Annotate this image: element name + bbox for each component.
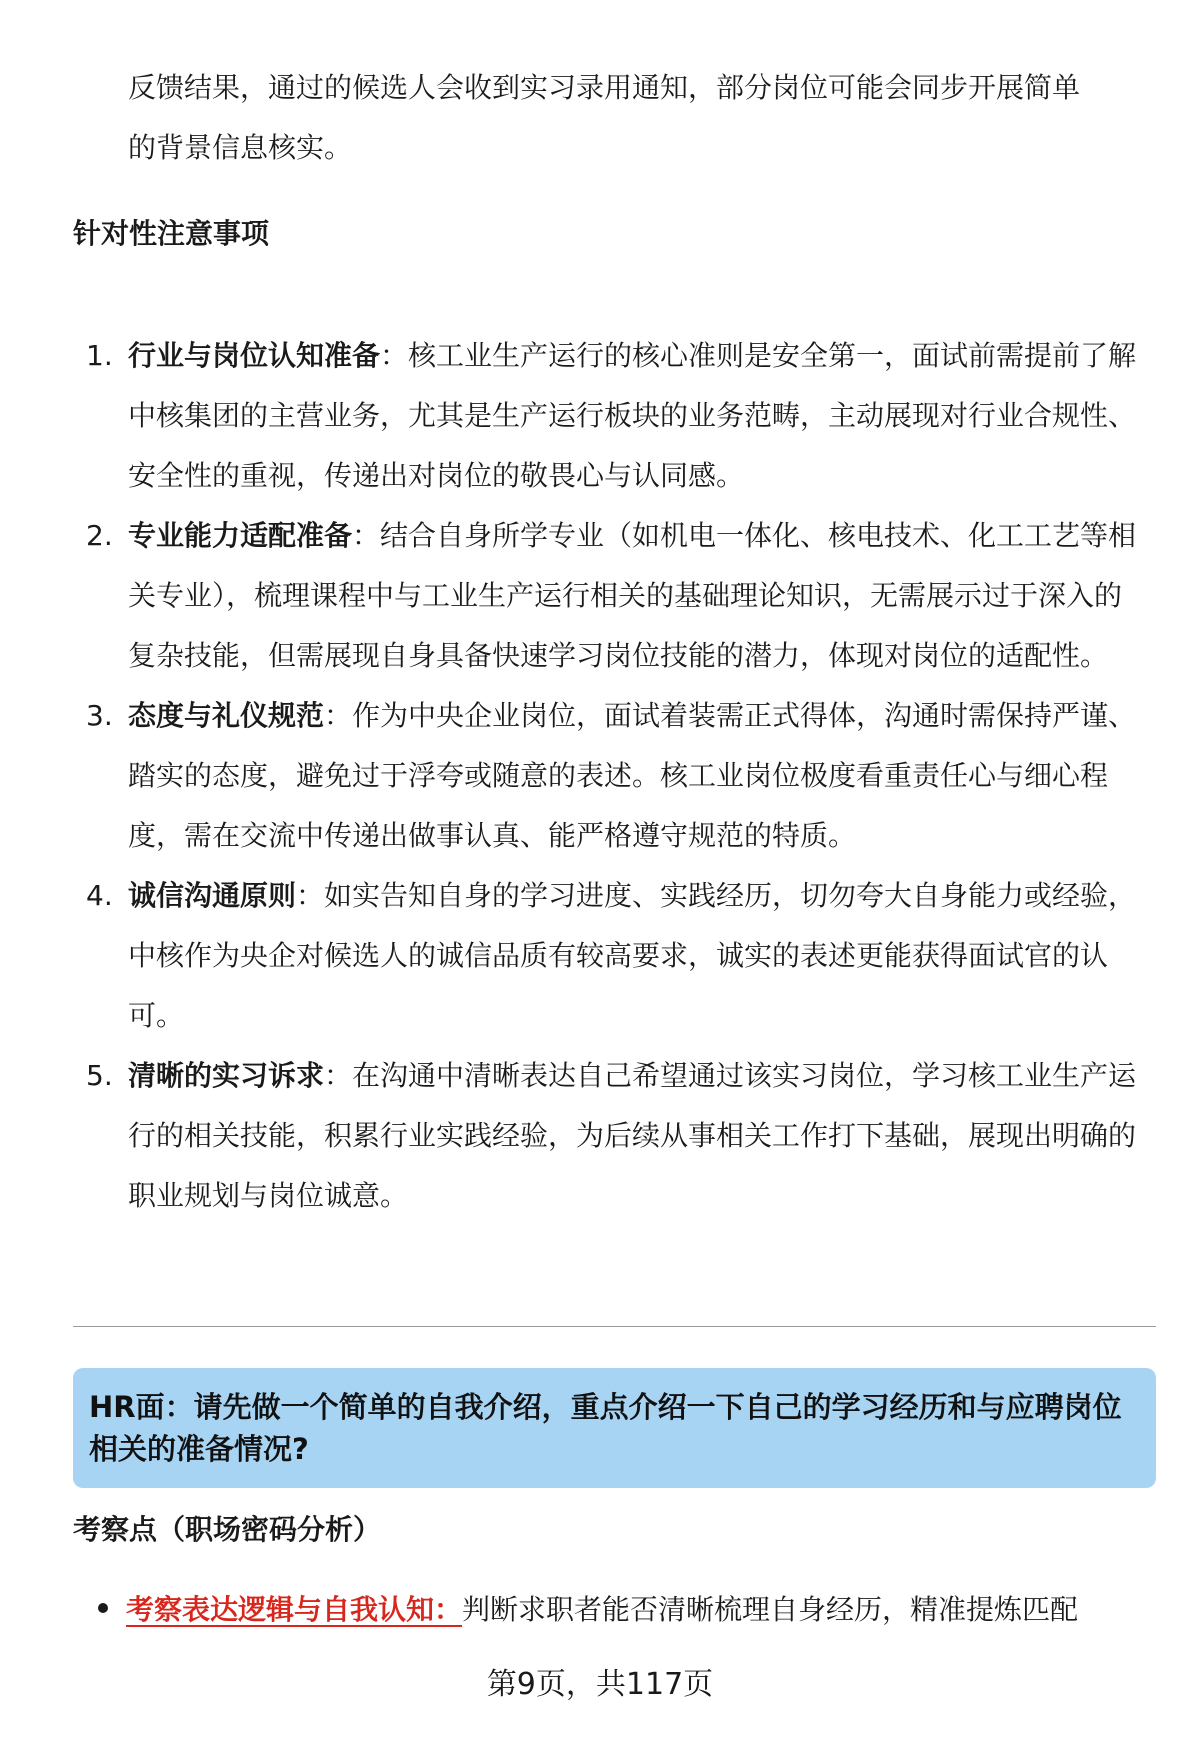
intro-paragraph — [128, 58, 1140, 178]
note-item-2 — [86, 506, 1140, 686]
page-footer: 第9页，共117页 — [486, 1667, 714, 1702]
note-number: 4. — [86, 879, 113, 912]
note-number: 5. — [86, 1059, 113, 1092]
note-body: ：结合自身所学专业（如机电一体化、核电技术、化工工艺等相关专业），梳理课程中与工业生产运行相关的基础理论知识，无需展示过于深入的复杂技能，但需展现自身具备快速学习岗位技能的潜力，体现对岗位的适配性。 — [128, 519, 1137, 672]
hr-question-text: HR面：请先做一个简单的自我介绍，重点介绍一下自己的学习经历和与应聘岗位相关的准备情况? — [89, 1390, 1122, 1466]
analysis-bullet — [98, 1580, 1158, 1640]
analysis-heading: 考察点（职场密码分析） — [73, 1513, 382, 1546]
note-item-5 — [86, 1046, 1140, 1226]
section-heading: 针对性注意事项 — [73, 217, 270, 250]
note-item-1 — [86, 326, 1140, 506]
note-body: ：核工业生产运行的核心准则是安全第一，面试前需提前了解中核集团的主营业务，尤其是生产运行板块的业务范畴，主动展现对行业合规性、安全性的重视，传递出对岗位的敬畏心与认同感。 — [128, 339, 1137, 492]
intro-line-2: 的背景信息核实。 — [128, 131, 353, 164]
intro-line-1: 反馈结果，通过的候选人会收到实习录用通知，部分岗位可能会同步开展简单 — [128, 71, 1081, 104]
hr-question-box — [73, 1368, 1156, 1488]
note-number: 2. — [86, 519, 113, 552]
note-body: ：作为中央企业岗位，面试着装需正式得体，沟通时需保持严谨、踏实的态度，避免过于浮夸或随意的表述。核工业岗位极度看重责任心与细心程度，需在交流中传递出做事认真、能严格遵守规范的特质。 — [128, 699, 1137, 852]
notes-list — [86, 326, 1140, 1226]
note-title: 态度与礼仪规范 — [128, 699, 325, 732]
note-number: 3. — [86, 699, 113, 732]
note-number: 1. — [86, 339, 113, 372]
note-title: 行业与岗位认知准备 — [128, 339, 381, 372]
note-item-3 — [86, 686, 1140, 866]
section-divider — [73, 1326, 1156, 1327]
bullet-label: 考察表达逻辑与自我认知： — [126, 1593, 463, 1626]
note-body: ：如实告知自身的学习进度、实践经历，切勿夸大自身能力或经验，中核作为央企对候选人的诚信品质有较高要求，诚实的表述更能获得面试官的认可。 — [128, 879, 1137, 1032]
bullet-text: 判断求职者能否清晰梳理自身经历，精准提炼匹配 — [462, 1593, 1079, 1626]
note-title: 诚信沟通原则 — [128, 879, 297, 912]
note-title: 清晰的实习诉求 — [128, 1059, 325, 1092]
note-body: ：在沟通中清晰表达自己希望通过该实习岗位，学习核工业生产运行的相关技能，积累行业实践经验，为后续从事相关工作打下基础，展现出明确的职业规划与岗位诚意。 — [128, 1059, 1137, 1212]
note-item-4 — [86, 866, 1140, 1046]
bullet-dot-icon — [98, 1603, 108, 1613]
note-title: 专业能力适配准备 — [128, 519, 353, 552]
